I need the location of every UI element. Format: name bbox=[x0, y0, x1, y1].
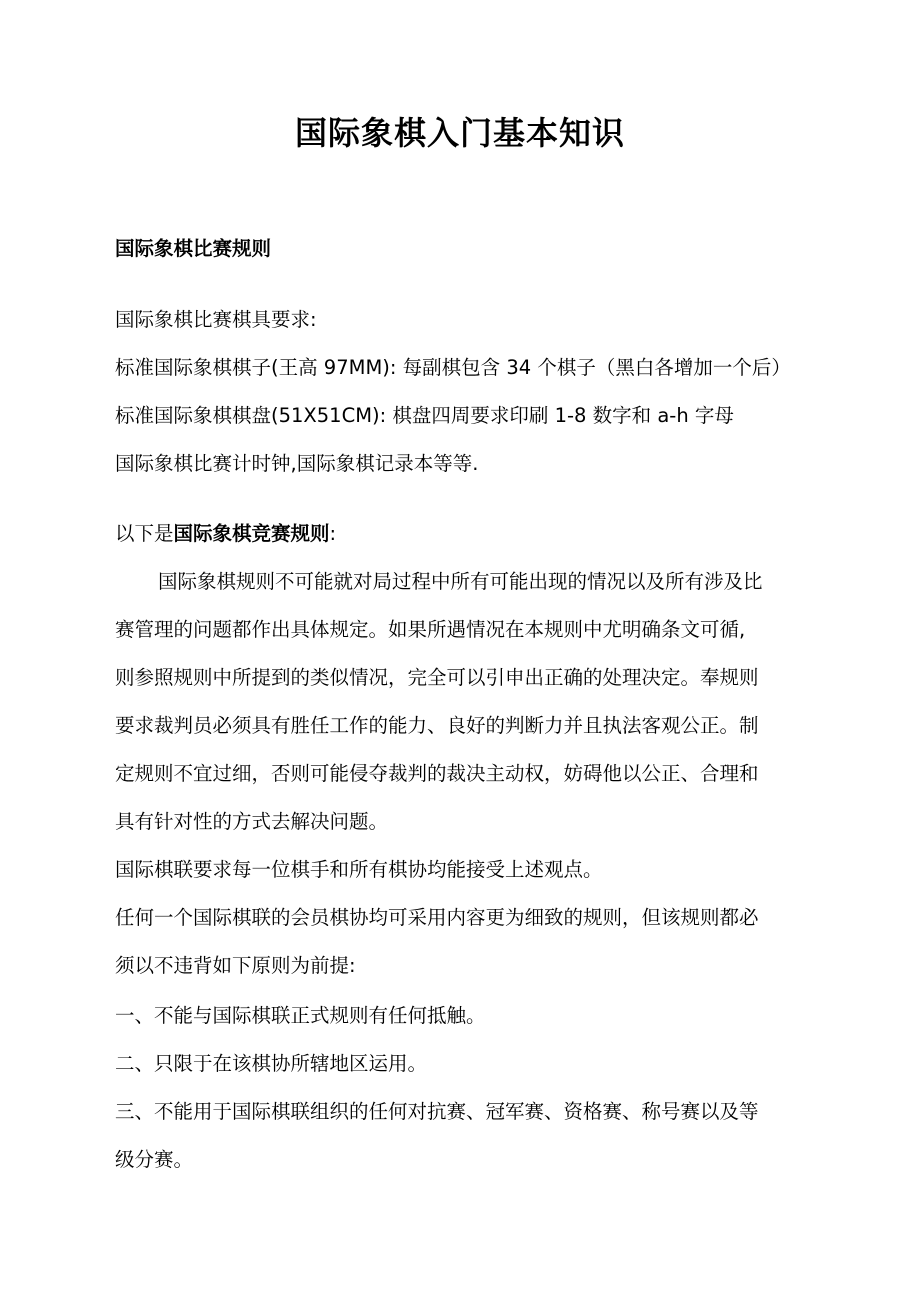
paragraph-line: 赛管理的问题都作出具体规定。如果所遇情况在本规则中尤明确条文可循, bbox=[115, 618, 746, 641]
section-heading: 国际象棋比赛规则 bbox=[115, 237, 272, 260]
rules-intro-bold: 国际象棋竞赛规则 bbox=[173, 522, 330, 545]
rules-intro-prefix: 以下是 bbox=[115, 522, 174, 545]
fide-acceptance: 国际棋联要求每一位棋手和所有棋协均能接受上述观点。 bbox=[115, 858, 603, 881]
document-title: 国际象棋入门基本知识 bbox=[294, 114, 625, 152]
rules-intro bbox=[115, 524, 336, 544]
principle-2: 二、只限于在该棋协所辖地区运用。 bbox=[115, 1052, 428, 1075]
member-rules-line: 任何一个国际棋联的会员棋协均可采用内容更为细致的规则，但该规则都必 bbox=[115, 906, 759, 929]
equipment-clock: 国际象棋比赛计时钟,国际象棋记录本等等. bbox=[115, 452, 479, 475]
principle-3-line1: 三、不能用于国际棋联组织的任何对抗赛、冠军赛、资格赛、称号赛以及等 bbox=[115, 1100, 759, 1123]
equipment-heading: 国际象棋比赛棋具要求: bbox=[115, 308, 317, 331]
principle-1: 一、不能与国际棋联正式规则有任何抵触。 bbox=[115, 1004, 486, 1027]
principle-3-line2: 级分赛。 bbox=[115, 1148, 194, 1171]
equipment-board: 标准国际象棋棋盘(51X51CM): 棋盘四周要求印刷 1-8 数字和 a-h 字母 bbox=[115, 404, 734, 427]
member-rules-line: 须以不违背如下原则为前提: bbox=[115, 954, 356, 977]
equipment-pieces: 标准国际象棋棋子(王高 97MM): 每副棋包含 34 个棋子（黑白各增加一个后） bbox=[115, 356, 791, 379]
paragraph-line: 则参照规则中所提到的类似情况，完全可以引申出正确的处理决定。奉规则 bbox=[115, 666, 759, 689]
rules-intro-suffix: : bbox=[329, 522, 337, 545]
paragraph-line: 定规则不宜过细，否则可能侵夺裁判的裁决主动权，妨碍他以公正、合理和 bbox=[115, 762, 759, 785]
paragraph-line: 国际象棋规则不可能就对局过程中所有可能出现的情况以及所有涉及比 bbox=[158, 570, 763, 593]
paragraph-line: 具有针对性的方式去解决问题。 bbox=[115, 810, 389, 833]
paragraph-line: 要求裁判员必须具有胜任工作的能力、良好的判断力并且执法客观公正。制 bbox=[115, 714, 759, 737]
